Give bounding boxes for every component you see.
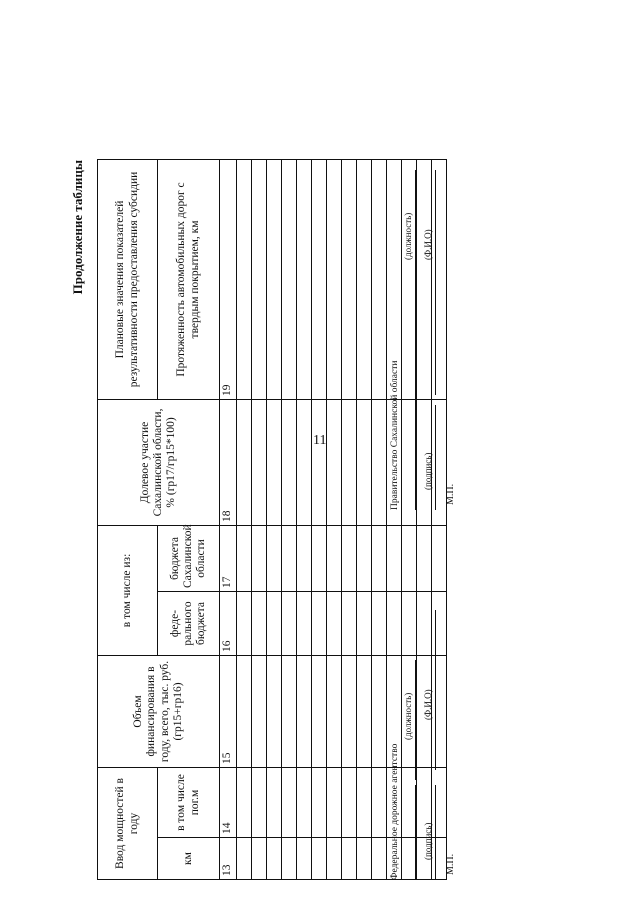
table-cell — [252, 399, 267, 525]
table-cell — [267, 159, 282, 399]
table-cell — [252, 767, 267, 837]
table-cell — [312, 591, 327, 655]
signature-caption: (подпись) — [423, 822, 433, 860]
name-caption: (Ф.И.О) — [423, 689, 433, 720]
table-cell — [252, 159, 267, 399]
name-line — [435, 610, 436, 770]
table-cell — [237, 399, 252, 525]
table-cell — [342, 767, 357, 837]
page-number: 11 — [313, 433, 327, 448]
table-row — [312, 159, 327, 879]
table-cell — [372, 399, 387, 525]
column-number: 13 — [220, 838, 237, 880]
signature-line — [415, 785, 416, 880]
header-km: км — [158, 838, 220, 880]
table-cell — [357, 525, 372, 591]
position-line — [415, 170, 416, 510]
table-cell — [252, 525, 267, 591]
table-cell — [342, 159, 357, 399]
table-cell — [267, 767, 282, 837]
table-cell — [312, 838, 327, 880]
table-cell — [267, 838, 282, 880]
table-cell — [372, 591, 387, 655]
position-caption: (должность) — [403, 212, 413, 260]
continuation-title: Продолжение таблицы — [70, 160, 85, 295]
table-cell — [342, 655, 357, 767]
table-cell — [237, 655, 252, 767]
table-row — [297, 159, 312, 879]
table-cell — [267, 525, 282, 591]
table-row — [327, 159, 342, 879]
table-cell — [267, 655, 282, 767]
header-share: Долевое участие Сахалинской области, % (гр17/гр15*100) — [98, 399, 220, 525]
table-cell — [312, 655, 327, 767]
table-cell — [312, 399, 327, 525]
signature-caption: (подпись) — [423, 452, 433, 490]
table-row — [342, 159, 357, 879]
table-cell — [372, 159, 387, 399]
table-cell — [357, 655, 372, 767]
table-cell — [252, 655, 267, 767]
table-cell — [312, 159, 327, 399]
table-cell — [372, 525, 387, 591]
table-cell — [342, 525, 357, 591]
table-cell — [282, 591, 297, 655]
table-cell — [327, 399, 342, 525]
stamp-label: М.П. — [445, 853, 456, 875]
table-cell — [282, 399, 297, 525]
header-federal: феде-ральногo бюджета — [158, 591, 220, 655]
table-cell — [312, 525, 327, 591]
table-cell — [327, 655, 342, 767]
table-row — [252, 159, 267, 879]
stamp-label: М.П. — [445, 483, 456, 505]
column-number: 15 — [220, 655, 237, 767]
table-cell — [327, 767, 342, 837]
table-cell — [252, 838, 267, 880]
table-cell — [237, 838, 252, 880]
signature-line — [435, 785, 436, 880]
table-cell — [342, 838, 357, 880]
header-length: Протяженность автомобильных дорог с твердым покрытием, км — [158, 159, 220, 399]
table-cell — [327, 159, 342, 399]
table-cell — [402, 525, 417, 591]
table-cell — [297, 591, 312, 655]
table-cell — [372, 655, 387, 767]
table-cell — [282, 767, 297, 837]
header-input-capacity: Ввод мощностей в году — [98, 767, 158, 879]
table-cell — [327, 838, 342, 880]
column-number: 18 — [220, 399, 237, 525]
table-cell — [372, 767, 387, 837]
signature-line — [435, 405, 436, 510]
table-cell — [357, 159, 372, 399]
table-cell — [342, 399, 357, 525]
column-number: 19 — [220, 159, 237, 399]
header-financing: Объем финансирования в году, всего, тыс. руб. (гр15+гр16) — [98, 655, 220, 767]
table-cell — [282, 838, 297, 880]
table-cell — [357, 767, 372, 837]
table-cell — [327, 525, 342, 591]
table-cell — [357, 838, 372, 880]
table-cell — [297, 399, 312, 525]
table-cell — [297, 525, 312, 591]
table-cell — [267, 399, 282, 525]
table-row — [282, 159, 297, 879]
table-row — [237, 159, 252, 879]
table-row — [267, 159, 282, 879]
table-cell — [237, 525, 252, 591]
table-cell — [357, 399, 372, 525]
name-line — [435, 170, 436, 395]
table-cell — [312, 767, 327, 837]
table-cell — [237, 591, 252, 655]
column-number: 17 — [220, 525, 237, 591]
table-cell — [267, 591, 282, 655]
signature-block-sakhalin — [390, 160, 456, 510]
table-cell — [327, 591, 342, 655]
table-cell — [342, 591, 357, 655]
rotated-sheet — [70, 160, 456, 880]
table-cell — [372, 838, 387, 880]
table-cell — [252, 591, 267, 655]
position-caption: (должность) — [403, 692, 413, 740]
table-cell — [432, 525, 447, 591]
table-cell — [357, 591, 372, 655]
table-cell — [297, 655, 312, 767]
header-incl-pog-m: в том числе пог.м — [158, 767, 220, 837]
signature-org: Федеральное дорожное агентство — [390, 743, 400, 880]
signature-block-federal — [390, 600, 456, 880]
table-cell — [237, 159, 252, 399]
signature-org: Правительство Сахалинской области — [390, 360, 400, 510]
table-row — [372, 159, 387, 879]
table-cell — [297, 159, 312, 399]
header-including: в том числе из: — [98, 525, 158, 655]
header-targets: Плановые значения показателей результативности предоставления субсидии — [98, 159, 158, 399]
header-sakhalin: бюджета Сахалинской области — [158, 525, 220, 591]
table-cell — [282, 655, 297, 767]
position-line — [415, 660, 416, 780]
table-cell — [387, 525, 402, 591]
column-number: 14 — [220, 767, 237, 837]
table-cell — [282, 525, 297, 591]
table-cell — [417, 525, 432, 591]
table-cell — [282, 159, 297, 399]
table-cell — [297, 838, 312, 880]
column-number: 16 — [220, 591, 237, 655]
table-cell — [237, 767, 252, 837]
column-numbers-row — [220, 159, 237, 879]
name-caption: (Ф.И.О) — [423, 229, 433, 260]
table-row — [357, 159, 372, 879]
table-cell — [297, 767, 312, 837]
